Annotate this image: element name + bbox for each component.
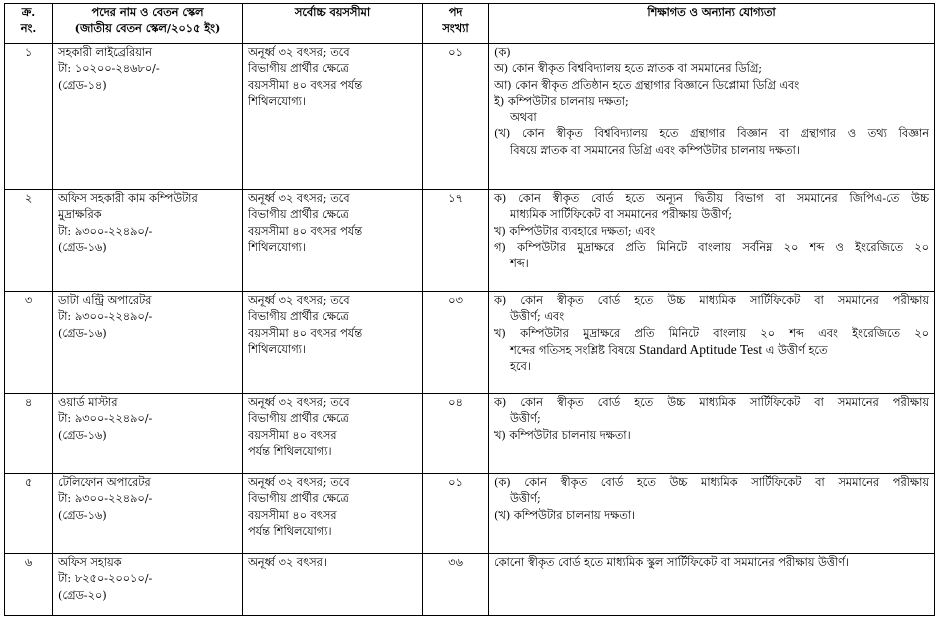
header-qualification-line: শিক্ষাগত ও অন্যান্য যোগ্যতা [647,5,776,19]
table-row [5,292,935,394]
post-line: টেলিফোন অপারেটর [58,476,151,489]
qualification-text: উত্তীর্ণ; [510,412,541,426]
qualification-line [494,428,929,444]
qualification-text: (খ) কম্পিউটার চালনায় দক্ষতা। [494,508,636,522]
age-line: বিভাগীয় প্রার্থীর ক্ষেত্রে [248,412,349,426]
qualification-line [494,475,929,491]
qualification-line [494,293,929,309]
post-line: ওয়ার্ড মাস্টার [58,396,118,409]
serial-number: ৬ [24,556,33,569]
header-post [53,4,243,44]
qualification-line [494,309,929,325]
age-line: বয়সসীমা ৪০ বৎসর পর্যন্ত [248,326,363,340]
qualification-text: ক) কোন স্বীকৃত বোর্ড হতে উচ্চ মাধ্যমিক সার্টিফিকেট বা সমমানের পরীক্ষায় [494,396,929,409]
serial-number: ৫ [24,476,33,489]
age-line: শিথিলযোগ্য। [248,342,306,356]
qualification-text: ক) কোন স্বীকৃত বোর্ড হতে অন্যূন দ্বিতীয় বিভাগ বা সমমানের জিপিএ-তে উচ্চ [494,192,929,205]
qualification-text: (ক) কোন স্বীকৃত বোর্ড হতে উচ্চ মাধ্যমিক সার্টিফিকেট বা সমমানের পরীক্ষায় [494,476,929,489]
table-row [5,190,935,292]
qualification-line [494,411,929,427]
serial-cell [5,554,53,616]
qualification-text: বিষয়ে স্নাতক বা সমমানের ডিগ্রি এবং কম্পিউটার চালনায় দক্ষতা। [510,143,800,157]
qualification-line [494,78,929,94]
header-age-line: সর্বোচ্চ বয়সসীমা [294,5,371,19]
qualification-line [494,256,929,272]
post-count-cell [423,44,489,190]
qualification-line [494,326,929,342]
serial-cell [5,474,53,554]
age-cell [243,292,423,394]
post-line: টা: ৮২৫০-২০০১০/- [58,572,153,586]
qualification-line [494,224,929,240]
post-line: টা: ৯৩০০-২২৪৯০/- [58,412,153,426]
qualification-english-text: Standard Aptitude Test [638,341,763,357]
post-line: অফিস সহকারী কাম কম্পিউটার [58,192,198,205]
header-count [423,4,489,44]
age-cell [243,190,423,292]
post-cell [53,292,243,394]
qualification-line [494,555,929,571]
post-count-cell [423,190,489,292]
age-line: শিথিলযোগ্য। [248,94,306,108]
post-count: ০১ [448,46,463,59]
post-line: (গ্রেড-১৪) [58,78,107,92]
qualification-line [494,110,929,126]
qualification-text: শব্দ। [510,257,529,271]
qualification-line [494,126,929,142]
post-line: (গ্রেড-১৬) [58,508,107,522]
serial-cell [5,292,53,394]
age-line: অনূর্ধ্ব ৩২ বৎসর; তবে [248,192,350,205]
age-line: অনূর্ধ্ব ৩২ বৎসর; তবে [248,396,350,409]
post-line: ডাটা এন্ট্রি অপারেটর [58,294,152,307]
age-line: বিভাগীয় প্রার্থীর ক্ষেত্রে [248,310,349,324]
qualification-line [494,491,929,507]
post-cell [53,474,243,554]
post-line: সহকারী লাইব্রেরিয়ান [58,46,152,59]
table-row [5,394,935,474]
qualification-text: ই) কম্পিউটার চালনায় দক্ষতা; [494,94,629,108]
header-post-line: পদের নাম ও বেতন স্কেল [91,5,204,19]
qualification-line [494,45,929,61]
qualification-text: খ) কম্পিউটার চালনায় দক্ষতা। [494,428,631,442]
header-qualification [489,4,935,44]
serial-number: ২ [24,192,33,205]
post-line: (গ্রেড-১৬) [58,326,107,340]
header-serial-line: নং. [20,20,37,35]
qualification-line [494,207,929,223]
qualification-text: আ) কোন স্বীকৃত প্রতিষ্ঠান হতে গ্রন্থাগার বিজ্ঞানে ডিপ্লোমা ডিগ্রি এবং [494,78,800,92]
qualification-text: ক) কোন স্বীকৃত বোর্ড হতে উচ্চ মাধ্যমিক সার্টিফিকেট বা সমমানের পরীক্ষায় [494,294,929,307]
post-count-cell [423,554,489,616]
qualification-text: খ) কম্পিউটার মুদ্রাক্ষরে প্রতি মিনিটে বাংলায় ২০ শব্দ এবং ইংরেজিতে ২০ [494,326,929,340]
table-row [5,474,935,554]
post-count-cell [423,292,489,394]
qualification-cell [489,44,935,190]
qualification-text: (খ) কোন স্বীকৃত বিশ্ববিদ্যালয় হতে গ্রন্থাগার বিজ্ঞান বা গ্রন্থাগার ও তথ্য বিজ্ঞান [494,127,929,141]
qualification-line [494,143,929,159]
post-line: টা: ১০২০০-২৪৬৮০/- [58,62,160,76]
job-circular-table [4,3,935,616]
qualification-text: (ক) [494,46,511,59]
post-cell [53,394,243,474]
age-line: বয়সসীমা ৪০ বৎসর [248,508,337,522]
table-body [5,44,935,616]
post-count: ০৩ [448,294,463,307]
header-serial [5,4,53,44]
qualification-line [494,395,929,411]
age-line: পর্যন্ত শিথিলযোগ্য। [248,524,332,538]
post-line: (গ্রেড-১৬) [58,240,107,254]
post-cell [53,554,243,616]
qualification-line [494,94,929,110]
table-row [5,44,935,190]
age-cell [243,394,423,474]
qualification-text: শব্দের গতিসহ সংশ্লিষ্ট বিষয়ে [510,343,639,357]
age-line: পর্যন্ত শিথিলযোগ্য। [248,444,332,458]
age-line: বয়সসীমা ৪০ বৎসর পর্যন্ত [248,224,363,238]
age-line: বিভাগীয় প্রার্থীর ক্ষেত্রে [248,62,349,76]
qualification-cell [489,190,935,292]
age-line: অনূর্ধ্ব ৩২ বৎসর; তবে [248,46,350,59]
table-row [5,554,935,616]
header-count-line: সংখ্যা [442,20,469,35]
serial-cell [5,190,53,292]
qualification-cell [489,554,935,616]
post-line: (গ্রেড-২০) [58,588,107,602]
age-cell [243,474,423,554]
age-line: অনূর্ধ্ব ৩২ বৎসর; তবে [248,476,350,489]
qualification-text: উত্তীর্ণ; [510,492,541,506]
serial-cell [5,394,53,474]
serial-number: ৩ [24,294,33,307]
qualification-cell [489,474,935,554]
post-cell [53,44,243,190]
age-line: বয়সসীমা ৪০ বৎসর পর্যন্ত [248,78,363,92]
age-line: বয়সসীমা ৪০ বৎসর [248,428,337,442]
post-line: মুদ্রাক্ষরিক [58,208,102,222]
age-line: বিভাগীয় প্রার্থীর ক্ষেত্রে [248,208,349,222]
post-line: (গ্রেড-১৬) [58,428,107,442]
age-cell [243,44,423,190]
qualification-line [494,191,929,207]
header-serial-line: ক্র. [21,5,36,19]
qualification-line [494,240,929,256]
qualification-text: গ) কম্পিউটার মুদ্রাক্ষরে প্রতি মিনিটে বাংলায় সর্বনিম্ন ২০ শব্দ ও ইংরেজিতে ২০ [494,240,929,254]
qualification-text: উত্তীর্ণ; এবং [510,310,565,324]
qualification-cell [489,292,935,394]
post-count: ৩৬ [448,556,463,569]
post-count: ০৪ [448,396,463,409]
serial-number: ১ [24,46,33,59]
qualification-cell [489,394,935,474]
qualification-line [494,508,929,524]
post-count-cell [423,394,489,474]
header-count-line: পদ [448,5,463,19]
qualification-text: খ) কম্পিউটার ব্যবহারে দক্ষতা; এবং [494,224,656,238]
age-line: অনূর্ধ্ব ৩২ বৎসর। [248,556,327,569]
post-count-cell [423,474,489,554]
serial-cell [5,44,53,190]
post-line: অফিস সহায়ক [58,556,122,569]
post-line: টা: ৯৩০০-২২৪৯০/- [58,224,153,238]
header-post-line: (জাতীয় বেতন স্কেল/২০১৫ ইং) [74,20,221,35]
post-line: টা: ৯৩০০-২২৪৯০/- [58,310,153,324]
qualification-text: অ) কোন স্বীকৃত বিশ্ববিদ্যালয় হতে স্নাতক বা সমমানের ডিগ্রি; [494,62,763,76]
qualification-text: হবে। [510,360,531,374]
qualification-line [494,342,929,359]
qualification-text: অথবা [510,111,537,125]
age-line: শিথিলযোগ্য। [248,240,306,254]
age-cell [243,554,423,616]
header-row [5,4,935,44]
qualification-text: এ উত্তীর্ণ হতে [762,343,828,357]
age-line: অনূর্ধ্ব ৩২ বৎসর; তবে [248,294,350,307]
qualification-line [494,61,929,77]
qualification-line [494,359,929,375]
post-line: টা: ৯৩০০-২২৪৯০/- [58,492,153,506]
qualification-text: মাধ্যমিক সার্টিফিকেট বা সমমানের পরীক্ষায় উত্তীর্ণ; [510,208,733,222]
qualification-text: কোনো স্বীকৃত বোর্ড হতে মাধ্যমিক স্কুল সার্টিফিকেট বা সমমানের পরীক্ষায় উত্তীর্ণ। [494,556,849,569]
post-cell [53,190,243,292]
post-count: ১৭ [448,192,463,205]
serial-number: ৪ [24,396,33,409]
header-age [243,4,423,44]
age-line: বিভাগীয় প্রার্থীর ক্ষেত্রে [248,492,349,506]
post-count: ০১ [448,476,463,489]
